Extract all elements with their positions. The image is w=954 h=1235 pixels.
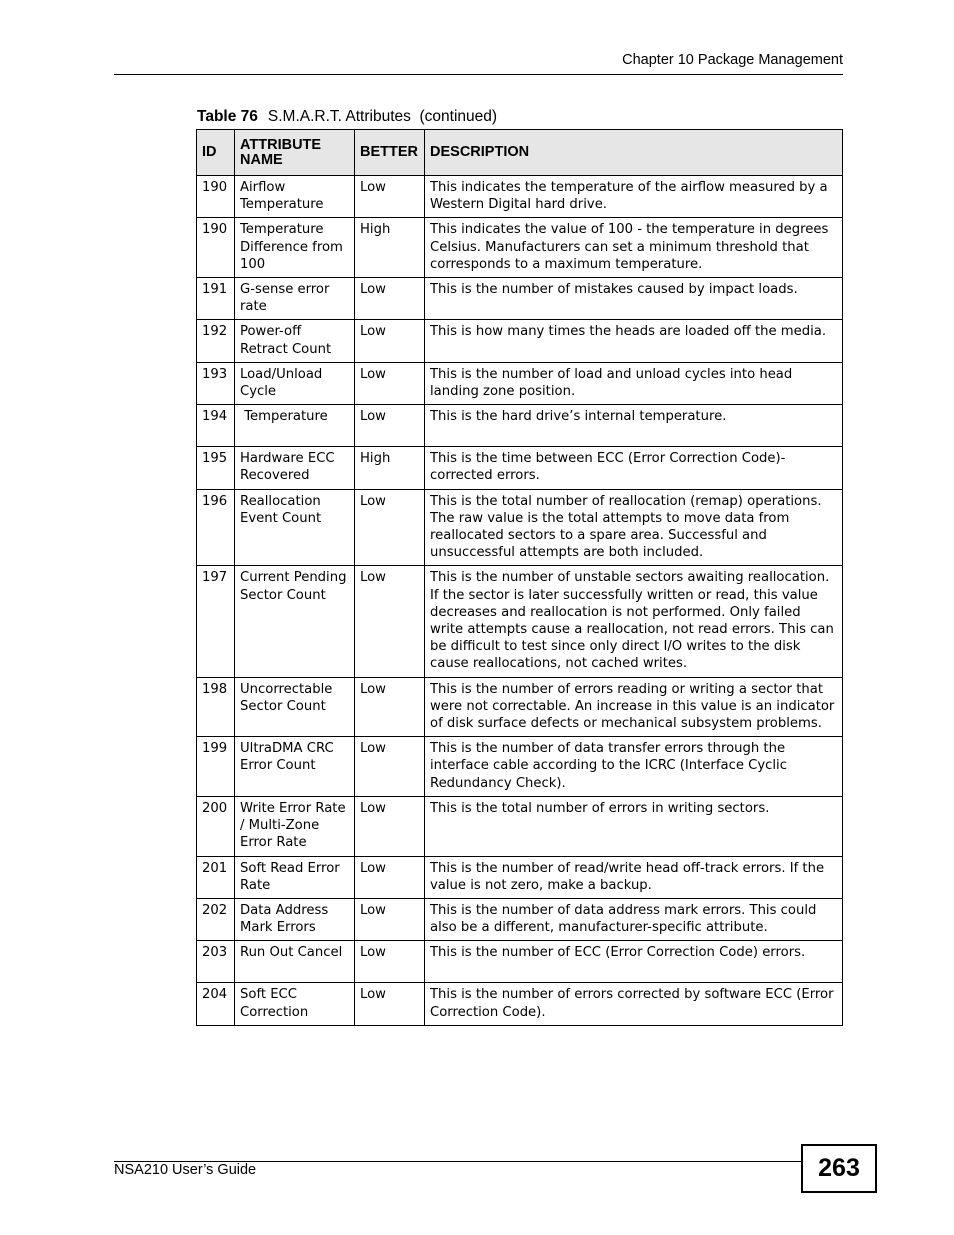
cell-attribute-name: Temperature Difference from 100 — [235, 218, 355, 278]
cell-description: This is the number of data transfer errors through the interface cable according to the ICRC (Interface Cyclic Redundancy Check). — [425, 737, 843, 797]
cell-description: This is the number of read/write head off-track errors. If the value is not zero, make a backup. — [425, 856, 843, 898]
cell-id: 190 — [197, 176, 235, 218]
table-row — [197, 677, 843, 737]
cell-attribute-name: Data Address Mark Errors — [235, 898, 355, 940]
cell-attribute-name: Load/Unload Cycle — [235, 362, 355, 404]
table-row — [197, 447, 843, 489]
table-row — [197, 278, 843, 320]
cell-description: This is the number of unstable sectors awaiting reallocation. If the sector is later successfully written or read, this value decreases and reallocation is not performed. Only failed write attempts cause a reallocation, not read errors. This can be difficult to test since only direct I/O writes to the disk cause reallocations, not cached writes. — [425, 566, 843, 677]
cell-better: Low — [355, 941, 425, 983]
cell-better: High — [355, 447, 425, 489]
table-row — [197, 218, 843, 278]
cell-attribute-name: Uncorrectable Sector Count — [235, 677, 355, 737]
cell-description: This indicates the value of 100 - the temperature in degrees Celsius. Manufacturers can set a minimum threshold that corresponds to a maximum temperature. — [425, 218, 843, 278]
cell-better: Low — [355, 489, 425, 566]
chapter-header: Chapter 10 Package Management — [622, 52, 843, 68]
cell-attribute-name: Hardware ECC Recovered — [235, 447, 355, 489]
table-header-row — [197, 130, 843, 176]
cell-better: Low — [355, 320, 425, 362]
cell-description: This is the number of load and unload cycles into head landing zone position. — [425, 362, 843, 404]
cell-description: This is how many times the heads are loaded off the media. — [425, 320, 843, 362]
cell-attribute-name: Reallocation Event Count — [235, 489, 355, 566]
cell-attribute-name: Soft Read Error Rate — [235, 856, 355, 898]
cell-attribute-name: Run Out Cancel — [235, 941, 355, 983]
table-row — [197, 856, 843, 898]
smart-attributes-table — [196, 129, 843, 1026]
cell-description: This is the hard drive’s internal temperature. — [425, 405, 843, 447]
cell-id: 204 — [197, 983, 235, 1025]
cell-better: High — [355, 218, 425, 278]
table-row — [197, 566, 843, 677]
footer-guide-title: NSA210 User’s Guide — [114, 1162, 257, 1178]
cell-better: Low — [355, 677, 425, 737]
cell-description: This is the number of data address mark errors. This could also be a different, manufacturer-specific attribute. — [425, 898, 843, 940]
cell-id: 200 — [197, 796, 235, 856]
cell-id: 191 — [197, 278, 235, 320]
table-row — [197, 176, 843, 218]
column-header-id: ID — [197, 130, 235, 176]
cell-better: Low — [355, 566, 425, 677]
cell-id: 202 — [197, 898, 235, 940]
cell-description: This is the total number of errors in writing sectors. — [425, 796, 843, 856]
column-header-description: DESCRIPTION — [425, 130, 843, 176]
cell-better: Low — [355, 983, 425, 1025]
cell-description: This is the number of errors reading or writing a sector that were not correctable. An increase in this value is an indicator of disk surface defects or mechanical subsystem problems. — [425, 677, 843, 737]
table-row — [197, 796, 843, 856]
cell-better: Low — [355, 278, 425, 320]
column-header-better: BETTER — [355, 130, 425, 176]
cell-id: 199 — [197, 737, 235, 797]
cell-attribute-name: Airflow Temperature — [235, 176, 355, 218]
cell-better: Low — [355, 796, 425, 856]
cell-id: 194 — [197, 405, 235, 447]
cell-attribute-name: Power-off Retract Count — [235, 320, 355, 362]
table-row — [197, 898, 843, 940]
cell-id: 198 — [197, 677, 235, 737]
cell-better: Low — [355, 737, 425, 797]
table-row — [197, 737, 843, 797]
cell-id: 190 — [197, 218, 235, 278]
cell-attribute-name: Temperature — [235, 405, 355, 447]
cell-id: 192 — [197, 320, 235, 362]
cell-attribute-name: Current Pending Sector Count — [235, 566, 355, 677]
cell-attribute-name: UltraDMA CRC Error Count — [235, 737, 355, 797]
cell-id: 196 — [197, 489, 235, 566]
cell-id: 195 — [197, 447, 235, 489]
table-row — [197, 362, 843, 404]
cell-attribute-name: Soft ECC Correction — [235, 983, 355, 1025]
cell-id: 197 — [197, 566, 235, 677]
table-row — [197, 489, 843, 566]
cell-better: Low — [355, 898, 425, 940]
table-row — [197, 983, 843, 1025]
cell-description: This is the number of errors corrected by software ECC (Error Correction Code). — [425, 983, 843, 1025]
cell-better: Low — [355, 405, 425, 447]
cell-id: 203 — [197, 941, 235, 983]
cell-attribute-name: Write Error Rate / Multi-Zone Error Rate — [235, 796, 355, 856]
table-caption-text: S.M.A.R.T. Attributes (continued) — [267, 108, 498, 125]
header-divider — [114, 74, 843, 75]
cell-description: This is the number of mistakes caused by impact loads. — [425, 278, 843, 320]
cell-description: This is the total number of reallocation (remap) operations. The raw value is the total attempts to move data from reallocated sectors to a spare area. Successful and unsuccessful attempts are both included. — [425, 489, 843, 566]
cell-description: This is the number of ECC (Error Correction Code) errors. — [425, 941, 843, 983]
column-header-attribute-name: ATTRIBUTE NAME — [235, 130, 355, 176]
cell-better: Low — [355, 176, 425, 218]
cell-id: 201 — [197, 856, 235, 898]
cell-id: 193 — [197, 362, 235, 404]
cell-attribute-name: G-sense error rate — [235, 278, 355, 320]
cell-better: Low — [355, 362, 425, 404]
page-number: 263 — [801, 1144, 877, 1193]
table-row — [197, 405, 843, 447]
table-caption — [197, 108, 497, 126]
table-row — [197, 941, 843, 983]
table-caption-label: Table 76 — [197, 108, 258, 125]
table-row — [197, 320, 843, 362]
cell-description: This indicates the temperature of the airflow measured by a Western Digital hard drive. — [425, 176, 843, 218]
cell-better: Low — [355, 856, 425, 898]
cell-description: This is the time between ECC (Error Correction Code)-corrected errors. — [425, 447, 843, 489]
